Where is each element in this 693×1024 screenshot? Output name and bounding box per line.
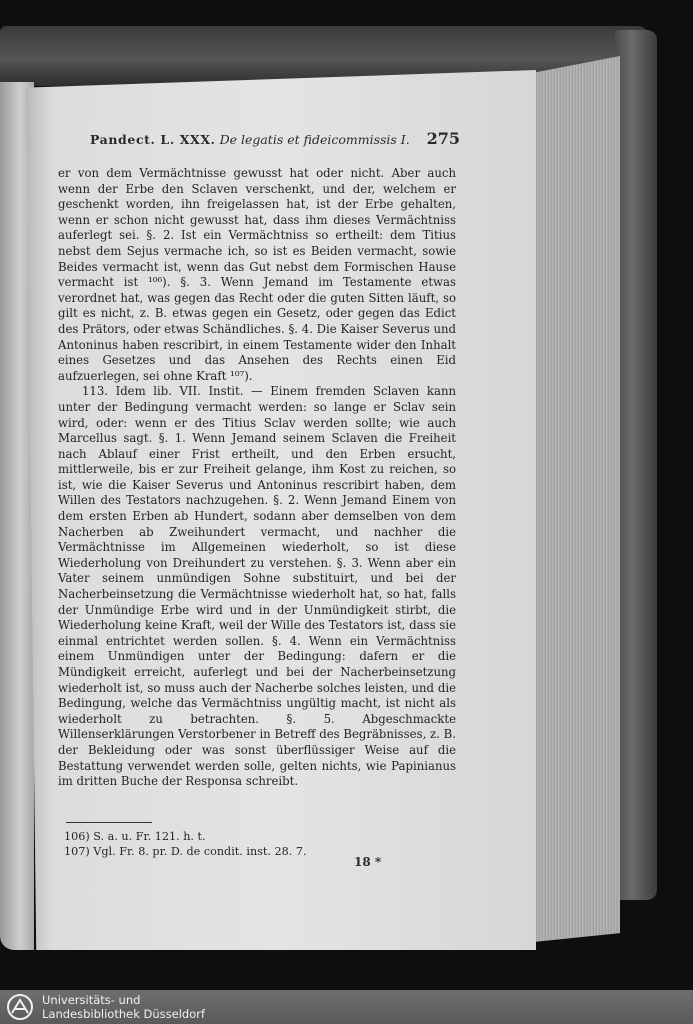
footnote-rule	[66, 822, 152, 823]
book-cover-spine	[615, 30, 657, 900]
paragraph: 113. Idem lib. VII. Instit. — Einem fremden Sclaven kann unter der Bedingung vermacht werden: so lange er Sclav sein wird, oder: wenn er des Titius Sclav werden sollte; wie auch Marcellus sagt. §. 1. Wenn Jemand seinem Sclaven die Freiheit nach Ablauf einer Frist ertheilt, und den Erben ersucht, mittlerweile, bis er zur Freiheit gelange, ihm Kost zu reichen, so ist, wie die Kaiser Severus und Antoninus rescribirt haben, dem Willen des Testators nachzugehen. §. 2. Wenn Jemand Einem von dem ersten Erben ab Hundert, sodann aber demselben von dem Nacherben ab Zweihundert vermacht, und nachher die Vermächtnisse im Allgemeinen wiederholt, so ist diese Wiederholung von Dreihundert zu verstehen. §. 3. Wenn aber ein Vater seinem unmündigen Sohne substituirt, und bei der Nacherbeinsetzung die Vermächtnisse wiederholt hat, so hat, falls der Unmündige Erbe wird und in der Unmündigkeit stirbt, die Wiederholung keine Kraft, weil der Wille des Testators ist, dass sie einmal entrichtet werden sollen. §. 4. Wenn ein Vermächtniss einem Unmündigen unter der Bedingung: dafern er die Mündigkeit erreicht, auferlegt und bei der Nacherbeinsetzung wiederholt ist, so muss auch der Nacherbe solches leisten, und die Bedingung, welche das Vermächtniss ungültig macht, ist nicht als wiederholt zu betrachten. §. 5. Abgeschmackte Willenserklärungen Verstorbener in Betreff des Begräbnisses, z. B. der Bekleidung oder was sonst überflüssiger Weise auf die Bestattung verwendet werden solle, gelten nichts, wie Papinianus im dritten Buche der Responsa schreibt.	[58, 384, 456, 789]
footnote: 107) Vgl. Fr. 8. pr. D. de condit. inst. 28. 7.	[64, 845, 307, 858]
paragraph: er von dem Vermächtnisse gewusst hat oder nicht. Aber auch wenn der Erbe den Sclaven verschenkt, und der, welchem er geschenkt worden, ihn freigelassen hat, ist der Erbe gehalten, wenn er schon nicht gewusst hat, dass ihm dieses Vermächtniss auferlegt sei. §. 2. Ist ein Vermächtniss so ertheilt: dem Titius nebst dem Sejus vermache ich, so ist es Beiden vermacht, sowie Beides vermacht ist, wenn das Gut nebst dem Formischen Hause vermacht ist ¹⁰⁶). §. 3. Wenn Jemand im Testamente etwas verordnet hat, was gegen das Recht oder die guten Sitten läuft, so gilt es nicht, z. B. etwas gegen ein Gesetz, oder gegen das Edict des Prätors, oder etwas Schändliches. §. 4. Die Kaiser Severus und Antoninus haben rescribirt, in einem Testamente wider den Inhalt eines Gesetzes und das Ansehen des Rechts einen Eid aufzuerlegen, sei ohne Kraft ¹⁰⁷).	[58, 166, 456, 383]
footnotes	[64, 822, 444, 859]
library-logo-icon	[6, 994, 34, 1020]
signature-mark: 18 *	[354, 855, 382, 869]
page-stack-edges	[528, 56, 620, 942]
running-header	[90, 129, 460, 154]
header-book-reference: Pandect. L. XXX.	[90, 132, 216, 147]
footnote: 106) S. a. u. Fr. 121. h. t.	[64, 830, 206, 843]
library-name-line2: Landesbibliothek Düsseldorf	[42, 1007, 206, 1021]
header-title: De legatis et fideicommissis I.	[219, 132, 410, 147]
library-name-line1: Universitäts- und	[42, 993, 141, 1007]
body-text	[58, 166, 456, 790]
page-number: 275	[426, 129, 460, 148]
library-footer	[0, 990, 693, 1024]
